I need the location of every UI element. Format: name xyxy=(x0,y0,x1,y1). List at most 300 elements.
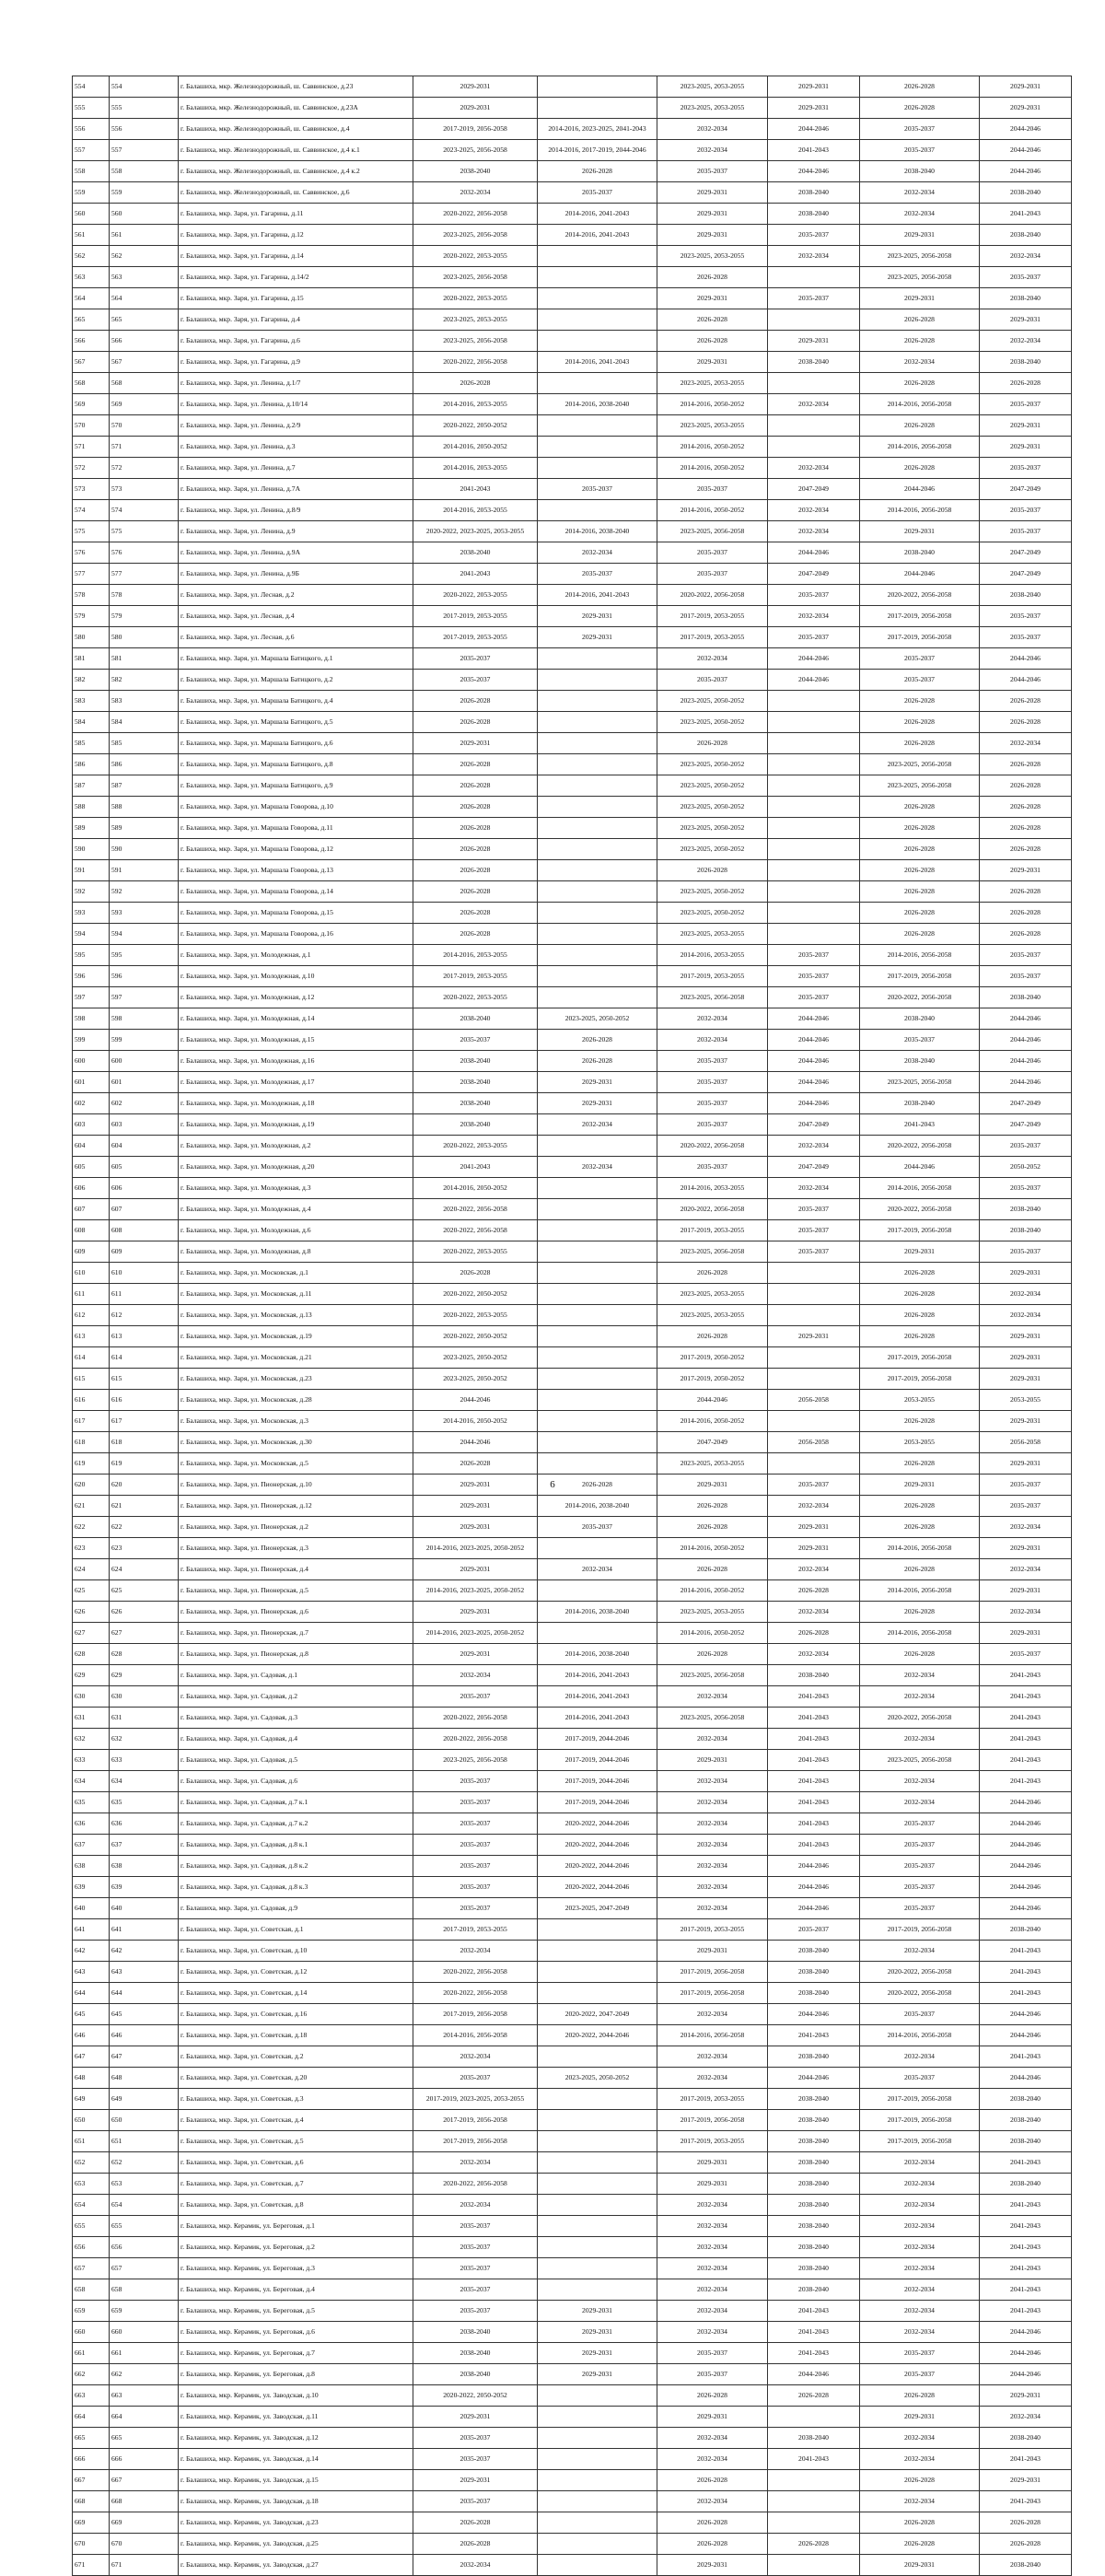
table-cell: 2035-2037 xyxy=(860,1898,980,1919)
table-cell: г. Балашиха, мкр. Керамик, ул. Береговая, д.4 xyxy=(179,2279,413,2301)
table-cell: 2023-2025, 2053-2055 xyxy=(657,1305,768,1326)
table-cell xyxy=(538,2216,657,2237)
table-cell: 2032-2034 xyxy=(768,1496,860,1517)
table-cell: 2029-2031 xyxy=(413,1474,538,1496)
table-cell: 2044-2046 xyxy=(980,2343,1072,2364)
table-cell: 2035-2037 xyxy=(860,1030,980,1051)
table-cell: 594 xyxy=(110,924,179,945)
table-cell: 2020-2022, 2023-2025, 2053-2055 xyxy=(413,521,538,542)
table-row xyxy=(73,987,1072,1008)
table-cell: 2035-2037 xyxy=(657,1093,768,1114)
table-cell: 2029-2031 xyxy=(657,2555,768,2576)
table-cell: 2014-2016, 2050-2052 xyxy=(657,500,768,521)
table-cell: 2029-2031 xyxy=(980,1369,1072,1390)
table-cell: г. Балашиха, мкр. Заря, ул. Маршала Говорова, д.15 xyxy=(179,903,413,924)
table-cell: 2017-2019, 2044-2046 xyxy=(538,1729,657,1750)
table-cell: 627 xyxy=(110,1623,179,1644)
table-cell: г. Балашиха, мкр. Заря, ул. Садовая, д.8 к.2 xyxy=(179,1856,413,1877)
table-cell: 567 xyxy=(110,352,179,373)
table-row xyxy=(73,564,1072,585)
table-cell: г. Балашиха, мкр. Заря, ул. Маршала Батицкого, д.2 xyxy=(179,670,413,691)
table-cell: 2020-2022, 2053-2055 xyxy=(413,1305,538,1326)
table-cell: г. Балашиха, мкр. Заря, ул. Молодежная, д.15 xyxy=(179,1030,413,1051)
table-cell: 2026-2028 xyxy=(980,2534,1072,2555)
table-cell: 2014-2016, 2041-2043 xyxy=(538,204,657,225)
table-cell: г. Балашиха, мкр. Заря, ул. Пионерская, д.3 xyxy=(179,1538,413,1559)
table-cell: 666 xyxy=(73,2449,110,2470)
table-cell: 2029-2031 xyxy=(980,309,1072,331)
table-cell xyxy=(538,2089,657,2110)
table-cell: 2014-2016, 2050-2052 xyxy=(413,1178,538,1199)
table-cell: г. Балашиха, мкр. Заря, ул. Гагарина, д.14/2 xyxy=(179,267,413,288)
table-cell: 2041-2043 xyxy=(980,1686,1072,1708)
table-cell: 2023-2025, 2056-2058 xyxy=(860,754,980,775)
table-cell: 2026-2028 xyxy=(657,1644,768,1665)
table-cell: 599 xyxy=(110,1030,179,1051)
table-cell: 2026-2028 xyxy=(860,2534,980,2555)
table-cell: 2035-2037 xyxy=(768,1220,860,1241)
table-cell: 2038-2040 xyxy=(980,225,1072,246)
table-cell: г. Балашиха, мкр. Керамик, ул. Заводская, д.15 xyxy=(179,2470,413,2491)
table-cell: 662 xyxy=(110,2364,179,2385)
table-cell: 2032-2034 xyxy=(860,2046,980,2068)
table-cell: 2035-2037 xyxy=(657,2364,768,2385)
table-row xyxy=(73,2174,1072,2195)
table-cell: 2041-2043 xyxy=(768,2025,860,2046)
table-cell: г. Балашиха, мкр. Заря, ул. Молодежная, д.1 xyxy=(179,945,413,966)
table-cell: 2020-2022, 2056-2058 xyxy=(860,987,980,1008)
table-cell: 596 xyxy=(110,966,179,987)
table-cell: 2035-2037 xyxy=(980,966,1072,987)
table-cell: 2020-2022, 2050-2052 xyxy=(413,2385,538,2407)
table-cell: 2035-2037 xyxy=(657,2343,768,2364)
table-cell: 2035-2037 xyxy=(860,2364,980,2385)
table-cell xyxy=(538,1369,657,1390)
table-cell: 2032-2034 xyxy=(657,1877,768,1898)
table-cell: 2035-2037 xyxy=(768,288,860,309)
table-cell: 2032-2034 xyxy=(657,1856,768,1877)
table-row xyxy=(73,415,1072,437)
table-cell: 2038-2040 xyxy=(980,352,1072,373)
table-cell: 618 xyxy=(73,1432,110,1453)
table-cell: 2035-2037 xyxy=(860,2068,980,2089)
table-cell: 2044-2046 xyxy=(980,670,1072,691)
table-cell xyxy=(768,1347,860,1369)
table-cell: 2026-2028 xyxy=(657,2470,768,2491)
table-cell: 2023-2025, 2056-2058 xyxy=(413,140,538,161)
table-cell: 2020-2022, 2056-2058 xyxy=(413,1962,538,1983)
table-cell: 573 xyxy=(110,479,179,500)
table-cell: 2014-2016, 2017-2019, 2044-2046 xyxy=(538,140,657,161)
table-cell: 2035-2037 xyxy=(980,1178,1072,1199)
table-cell: 2032-2034 xyxy=(538,1157,657,1178)
table-row xyxy=(73,2322,1072,2343)
table-cell: 2044-2046 xyxy=(768,2364,860,2385)
table-cell: 2020-2022, 2056-2058 xyxy=(413,352,538,373)
table-cell: 592 xyxy=(110,881,179,903)
table-cell: 2029-2031 xyxy=(657,2407,768,2428)
table-cell: 607 xyxy=(73,1199,110,1220)
table-row xyxy=(73,839,1072,860)
table-cell: 671 xyxy=(73,2555,110,2576)
table-cell xyxy=(538,2407,657,2428)
table-cell: 2017-2019, 2053-2055 xyxy=(657,606,768,627)
table-cell: 2038-2040 xyxy=(768,2174,860,2195)
table-cell: 2029-2031 xyxy=(980,2385,1072,2407)
table-cell xyxy=(538,797,657,818)
table-cell: 2035-2037 xyxy=(980,521,1072,542)
table-cell: 629 xyxy=(73,1665,110,1686)
table-cell: 2035-2037 xyxy=(413,1898,538,1919)
table-cell xyxy=(538,1411,657,1432)
table-row xyxy=(73,1792,1072,1813)
table-cell: 2017-2019, 2044-2046 xyxy=(538,1792,657,1813)
table-cell: 2017-2019, 2056-2058 xyxy=(860,2131,980,2152)
table-cell: 2017-2019, 2053-2055 xyxy=(413,966,538,987)
table-cell: 2035-2037 xyxy=(413,2068,538,2089)
table-cell: 2023-2025, 2050-2052 xyxy=(657,691,768,712)
table-cell: г. Балашиха, мкр. Керамик, ул. Заводская, д.12 xyxy=(179,2428,413,2449)
table-cell: 583 xyxy=(110,691,179,712)
table-cell: 2038-2040 xyxy=(413,2343,538,2364)
table-cell: 2014-2016, 2053-2055 xyxy=(413,458,538,479)
table-row xyxy=(73,140,1072,161)
table-cell xyxy=(538,415,657,437)
table-cell: 2038-2040 xyxy=(980,585,1072,606)
table-cell: г. Балашиха, мкр. Заря, ул. Молодежная, д.20 xyxy=(179,1157,413,1178)
table-cell: 2038-2040 xyxy=(768,2195,860,2216)
table-cell: 2038-2040 xyxy=(413,1051,538,1072)
table-cell: 2035-2037 xyxy=(768,627,860,648)
table-row xyxy=(73,2279,1072,2301)
table-cell: 2032-2034 xyxy=(860,2237,980,2258)
table-cell: г. Балашиха, мкр. Заря, ул. Маршала Батицкого, д.9 xyxy=(179,775,413,797)
table-cell: 2035-2037 xyxy=(980,1644,1072,1665)
table-cell: 2026-2028 xyxy=(538,1051,657,1072)
table-cell: 2041-2043 xyxy=(980,1665,1072,1686)
table-row xyxy=(73,309,1072,331)
table-cell: 2026-2028 xyxy=(657,1496,768,1517)
table-cell: 2038-2040 xyxy=(413,161,538,182)
table-row xyxy=(73,1220,1072,1241)
table-cell: 2041-2043 xyxy=(980,2491,1072,2512)
table-cell: 2020-2022, 2053-2055 xyxy=(413,585,538,606)
table-cell: 604 xyxy=(110,1136,179,1157)
table-cell: 2020-2022, 2056-2058 xyxy=(860,585,980,606)
table-cell: г. Балашиха, мкр. Заря, ул. Гагарина, д.15 xyxy=(179,288,413,309)
table-cell: 569 xyxy=(110,394,179,415)
table-cell: 640 xyxy=(73,1898,110,1919)
table-cell: г. Балашиха, мкр. Заря, ул. Гагарина, д.14 xyxy=(179,246,413,267)
table-cell: г. Балашиха, мкр. Керамик, ул. Заводская, д.27 xyxy=(179,2555,413,2576)
table-cell: 609 xyxy=(110,1241,179,1263)
table-cell: 2023-2025, 2056-2058 xyxy=(657,1708,768,1729)
table-cell xyxy=(538,1432,657,1453)
table-cell: 2023-2025, 2053-2055 xyxy=(657,415,768,437)
table-cell: 2026-2028 xyxy=(768,1623,860,1644)
table-row xyxy=(73,1411,1072,1432)
table-cell: 2053-2055 xyxy=(980,1390,1072,1411)
table-cell: 608 xyxy=(73,1220,110,1241)
table-cell: 2023-2025, 2047-2049 xyxy=(538,1898,657,1919)
table-cell: г. Балашиха, мкр. Заря, ул. Ленина, д.7 xyxy=(179,458,413,479)
table-cell: 2026-2028 xyxy=(860,458,980,479)
table-cell: г. Балашиха, мкр. Заря, ул. Молодежная, д.17 xyxy=(179,1072,413,1093)
table-cell: 2029-2031 xyxy=(768,1517,860,1538)
table-row xyxy=(73,2449,1072,2470)
table-cell xyxy=(538,754,657,775)
table-cell: 2026-2028 xyxy=(860,1305,980,1326)
table-cell: г. Балашиха, мкр. Железнодорожный, ш. Саввинское, д.4 xyxy=(179,119,413,140)
table-cell: 558 xyxy=(73,161,110,182)
table-cell: 2026-2028 xyxy=(980,839,1072,860)
table-cell: 2035-2037 xyxy=(657,1157,768,1178)
table-cell: 2014-2016, 2041-2043 xyxy=(538,352,657,373)
table-cell: 2023-2025, 2056-2058 xyxy=(657,521,768,542)
table-cell: 2038-2040 xyxy=(413,2364,538,2385)
table-cell: 2044-2046 xyxy=(768,1877,860,1898)
table-cell: 591 xyxy=(73,860,110,881)
table-cell: 2026-2028 xyxy=(980,881,1072,903)
table-cell: 584 xyxy=(73,712,110,733)
table-cell: 2041-2043 xyxy=(768,1792,860,1813)
table-cell: 650 xyxy=(73,2110,110,2131)
table-cell: 575 xyxy=(110,521,179,542)
table-cell: 556 xyxy=(110,119,179,140)
table-cell: 2026-2028 xyxy=(860,1496,980,1517)
table-row xyxy=(73,1199,1072,1220)
table-cell: 2038-2040 xyxy=(768,2279,860,2301)
table-cell: 2032-2034 xyxy=(980,1602,1072,1623)
table-cell xyxy=(538,733,657,754)
table-cell: 614 xyxy=(110,1347,179,1369)
table-cell: 578 xyxy=(110,585,179,606)
table-cell: 2026-2028 xyxy=(860,818,980,839)
table-cell: 577 xyxy=(73,564,110,585)
table-row xyxy=(73,2364,1072,2385)
table-cell: 584 xyxy=(110,712,179,733)
table-cell: 603 xyxy=(110,1114,179,1136)
table-cell: 2026-2028 xyxy=(413,924,538,945)
table-cell: г. Балашиха, мкр. Заря, ул. Московская, д.19 xyxy=(179,1326,413,1347)
table-cell: 2035-2037 xyxy=(980,1496,1072,1517)
table-cell xyxy=(538,458,657,479)
table-cell: 643 xyxy=(73,1962,110,1983)
table-cell: 2029-2031 xyxy=(657,1750,768,1771)
table-cell: 2020-2022, 2047-2049 xyxy=(538,2004,657,2025)
table-row xyxy=(73,2110,1072,2131)
table-cell: 2026-2028 xyxy=(657,2534,768,2555)
table-cell: 2029-2031 xyxy=(657,1941,768,1962)
table-cell: 2026-2028 xyxy=(413,2534,538,2555)
table-cell: 630 xyxy=(110,1686,179,1708)
table-cell: 2032-2034 xyxy=(413,2152,538,2174)
table-cell: 562 xyxy=(73,246,110,267)
table-cell xyxy=(768,267,860,288)
table-cell: 2023-2025, 2056-2058 xyxy=(657,1241,768,1263)
table-cell: 2032-2034 xyxy=(860,2216,980,2237)
table-cell: 2041-2043 xyxy=(768,2322,860,2343)
table-row xyxy=(73,2555,1072,2576)
table-cell: 557 xyxy=(73,140,110,161)
table-cell: 2014-2016, 2038-2040 xyxy=(538,1644,657,1665)
table-cell: 2035-2037 xyxy=(538,479,657,500)
table-cell: 2020-2022, 2053-2055 xyxy=(413,987,538,1008)
table-cell: 2029-2031 xyxy=(657,2152,768,2174)
table-cell: г. Балашиха, мкр. Заря, ул. Маршала Батицкого, д.1 xyxy=(179,648,413,670)
table-cell: 635 xyxy=(110,1792,179,1813)
table-cell: 2044-2046 xyxy=(768,1030,860,1051)
table-cell: 2029-2031 xyxy=(413,1644,538,1665)
table-cell: 2041-2043 xyxy=(980,2216,1072,2237)
table-cell: г. Балашиха, мкр. Заря, ул. Молодежная, д.19 xyxy=(179,1114,413,1136)
table-cell: 660 xyxy=(73,2322,110,2343)
table-cell xyxy=(768,712,860,733)
table-row xyxy=(73,1580,1072,1602)
table-cell: 636 xyxy=(110,1813,179,1835)
table-cell: 2014-2016, 2056-2058 xyxy=(860,2025,980,2046)
table-cell: 2014-2016, 2023-2025, 2050-2052 xyxy=(413,1623,538,1644)
table-cell: 2041-2043 xyxy=(860,1114,980,1136)
table-cell: 554 xyxy=(110,76,179,98)
table-cell: 2041-2043 xyxy=(980,2195,1072,2216)
table-cell: 2014-2016, 2041-2043 xyxy=(538,1665,657,1686)
table-cell: 581 xyxy=(73,648,110,670)
table-cell: 2026-2028 xyxy=(980,691,1072,712)
table-cell: 2029-2031 xyxy=(657,225,768,246)
table-cell: 2029-2031 xyxy=(980,76,1072,98)
table-cell: г. Балашиха, мкр. Заря, ул. Садовая, д.3 xyxy=(179,1708,413,1729)
table-row xyxy=(73,1263,1072,1284)
table-row xyxy=(73,775,1072,797)
table-cell: 2017-2019, 2053-2055 xyxy=(413,1919,538,1941)
table-cell: 2029-2031 xyxy=(860,1241,980,1263)
table-cell: 2017-2019, 2053-2055 xyxy=(657,2089,768,2110)
table-cell: 2044-2046 xyxy=(980,140,1072,161)
table-cell: 2026-2028 xyxy=(657,267,768,288)
table-cell: 634 xyxy=(110,1771,179,1792)
table-cell: 619 xyxy=(73,1453,110,1474)
table-cell: 2032-2034 xyxy=(413,2046,538,2068)
table-cell: 2032-2034 xyxy=(980,1305,1072,1326)
table-cell xyxy=(538,1263,657,1284)
table-row xyxy=(73,1114,1072,1136)
table-cell: 615 xyxy=(110,1369,179,1390)
table-cell: 2038-2040 xyxy=(980,2174,1072,2195)
table-row xyxy=(73,2004,1072,2025)
table-cell: 2014-2016, 2041-2043 xyxy=(538,1708,657,1729)
table-cell xyxy=(538,1580,657,1602)
table-cell: 630 xyxy=(73,1686,110,1708)
table-cell: 631 xyxy=(73,1708,110,1729)
table-row xyxy=(73,2195,1072,2216)
table-cell: 670 xyxy=(73,2534,110,2555)
table-cell: 652 xyxy=(73,2152,110,2174)
table-cell: 2029-2031 xyxy=(980,2470,1072,2491)
table-cell: 2023-2025, 2056-2058 xyxy=(413,1750,538,1771)
table-cell: 2038-2040 xyxy=(980,288,1072,309)
table-cell: 2017-2019, 2044-2046 xyxy=(538,1771,657,1792)
table-cell: 2023-2025, 2050-2052 xyxy=(657,775,768,797)
table-cell: 591 xyxy=(110,860,179,881)
table-cell: 2032-2034 xyxy=(768,1602,860,1623)
table-cell: 2020-2022, 2044-2046 xyxy=(538,1856,657,1877)
table-cell: 2026-2028 xyxy=(413,839,538,860)
table-cell: 2026-2028 xyxy=(860,2512,980,2534)
table-cell: 564 xyxy=(110,288,179,309)
table-cell: 595 xyxy=(73,945,110,966)
table-cell: 2014-2016, 2041-2043 xyxy=(538,1686,657,1708)
table-cell xyxy=(538,2258,657,2279)
table-cell: 2014-2016, 2053-2055 xyxy=(413,394,538,415)
table-cell: 2038-2040 xyxy=(980,987,1072,1008)
table-cell: 628 xyxy=(73,1644,110,1665)
table-cell: 569 xyxy=(73,394,110,415)
table-cell xyxy=(538,881,657,903)
table-cell xyxy=(538,2512,657,2534)
table-cell: 2044-2046 xyxy=(768,1856,860,1877)
table-cell: 554 xyxy=(73,76,110,98)
table-cell: 579 xyxy=(73,606,110,627)
table-cell: 2032-2034 xyxy=(768,500,860,521)
table-cell: 2026-2028 xyxy=(657,2512,768,2534)
table-cell xyxy=(538,1347,657,1369)
table-cell: 2032-2034 xyxy=(980,1559,1072,1580)
table-cell: 2017-2019, 2053-2055 xyxy=(657,1919,768,1941)
table-cell: 2056-2058 xyxy=(768,1432,860,1453)
table-cell: 2026-2028 xyxy=(413,860,538,881)
table-row xyxy=(73,1835,1072,1856)
table-cell: 632 xyxy=(73,1729,110,1750)
table-row xyxy=(73,1559,1072,1580)
table-cell: 610 xyxy=(73,1263,110,1284)
table-cell: г. Балашиха, мкр. Керамик, ул. Заводская, д.14 xyxy=(179,2449,413,2470)
table-row xyxy=(73,648,1072,670)
table-cell xyxy=(768,754,860,775)
table-cell: 2032-2034 xyxy=(657,2428,768,2449)
table-cell: 2035-2037 xyxy=(657,161,768,182)
table-cell: 2020-2022, 2056-2058 xyxy=(413,204,538,225)
table-cell: 2026-2028 xyxy=(860,1453,980,1474)
table-cell xyxy=(768,1453,860,1474)
table-cell: 606 xyxy=(110,1178,179,1199)
table-cell: 2017-2019, 2050-2052 xyxy=(657,1347,768,1369)
table-cell: 2029-2031 xyxy=(980,1580,1072,1602)
table-row xyxy=(73,2407,1072,2428)
table-cell: 2026-2028 xyxy=(768,2385,860,2407)
table-cell: 2032-2034 xyxy=(860,182,980,204)
table-cell: 2032-2034 xyxy=(413,1665,538,1686)
table-row xyxy=(73,267,1072,288)
table-cell xyxy=(538,2110,657,2131)
table-cell: 670 xyxy=(110,2534,179,2555)
table-cell: 665 xyxy=(73,2428,110,2449)
table-cell: 599 xyxy=(73,1030,110,1051)
table-cell: 2038-2040 xyxy=(768,2152,860,2174)
table-cell: 659 xyxy=(73,2301,110,2322)
table-cell: 2026-2028 xyxy=(980,818,1072,839)
table-cell xyxy=(768,309,860,331)
table-cell: 662 xyxy=(73,2364,110,2385)
table-cell: 2032-2034 xyxy=(860,204,980,225)
table-cell: 2014-2016, 2038-2040 xyxy=(538,521,657,542)
table-cell xyxy=(768,437,860,458)
table-cell: 2035-2037 xyxy=(768,225,860,246)
table-cell: 2020-2022, 2056-2058 xyxy=(413,1729,538,1750)
table-cell: г. Балашиха, мкр. Заря, ул. Пионерская, д.10 xyxy=(179,1474,413,1496)
table-cell: 2041-2043 xyxy=(768,1708,860,1729)
table-cell: 655 xyxy=(110,2216,179,2237)
